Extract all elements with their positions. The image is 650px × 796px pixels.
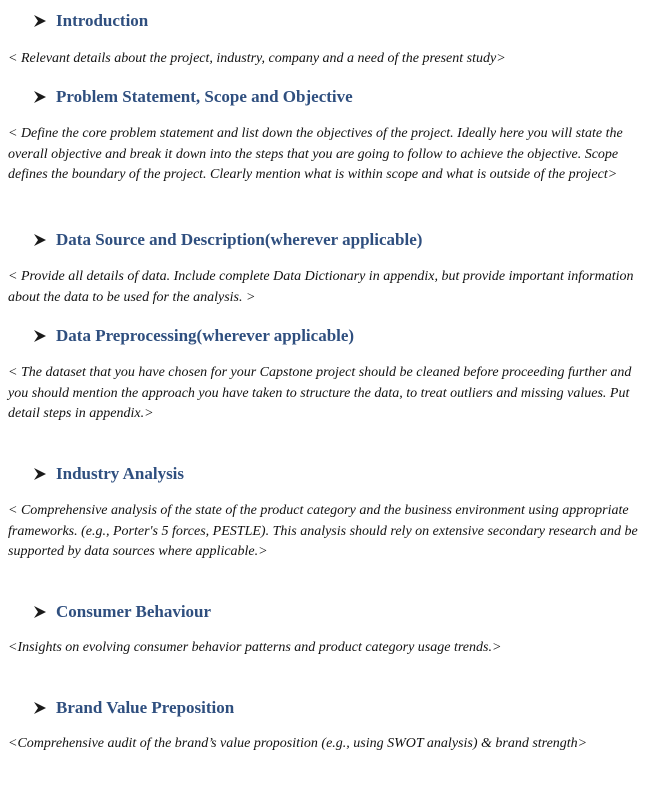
paragraph-introduction: < Relevant details about the project, industry, company and a need of the present study> — [8, 51, 506, 66]
paragraph-problem-statement: < Define the core problem statement and list down the objectives of the project. Ideally here you will state the overall objective and break it down into the steps that you are going to follow to achieve the objective. Scope defines the boundary of the project. Clearly mention what is within scope and what is outside of the project> — [8, 126, 623, 183]
heading-text: Brand Value Preposition — [56, 698, 235, 717]
arrow-bullet-icon — [33, 14, 47, 28]
heading-text: Introduction — [56, 11, 149, 30]
heading-text: Problem Statement, Scope and Objective — [56, 87, 353, 106]
heading-text: Data Source and Description(wherever applicable) — [56, 230, 423, 249]
arrow-bullet-icon — [33, 329, 47, 343]
heading-data-source — [33, 230, 422, 250]
heading-text: Industry Analysis — [56, 464, 185, 483]
arrow-bullet-icon — [33, 467, 47, 481]
heading-industry-analysis — [33, 464, 184, 484]
paragraph-consumer-behaviour: <Insights on evolving consumer behavior patterns and product category usage trends.> — [8, 640, 502, 655]
arrow-bullet-icon — [33, 605, 47, 619]
heading-data-preprocessing — [33, 326, 354, 346]
heading-consumer-behaviour — [33, 602, 211, 622]
arrow-bullet-icon — [33, 90, 47, 104]
paragraph-data-source: < Provide all details of data. Include complete Data Dictionary in appendix, but provide important information about the data to be used for the analysis. > — [8, 269, 634, 305]
paragraph-industry-analysis: < Comprehensive analysis of the state of the product category and the business environment using appropriate frameworks. (e.g., Porter's 5 forces, PESTLE). This analysis should rely on extensive secondary research and be supported by data sources where applicable.> — [8, 503, 638, 560]
arrow-bullet-icon — [33, 701, 47, 715]
arrow-bullet-icon — [33, 233, 47, 247]
paragraph-brand-value: <Comprehensive audit of the brand’s value proposition (e.g., using SWOT analysis) & brand strength> — [8, 736, 588, 751]
heading-text: Consumer Behaviour — [56, 602, 212, 621]
heading-brand-value — [33, 698, 234, 718]
paragraph-data-preprocessing: < The dataset that you have chosen for your Capstone project should be cleaned before proceeding further and you should mention the approach you have taken to structure the data, to treat outliers and missing values. Put detail steps in appendix.> — [8, 365, 632, 422]
heading-problem-statement — [33, 87, 353, 107]
heading-introduction — [33, 11, 148, 31]
heading-text: Data Preprocessing(wherever applicable) — [56, 326, 355, 345]
